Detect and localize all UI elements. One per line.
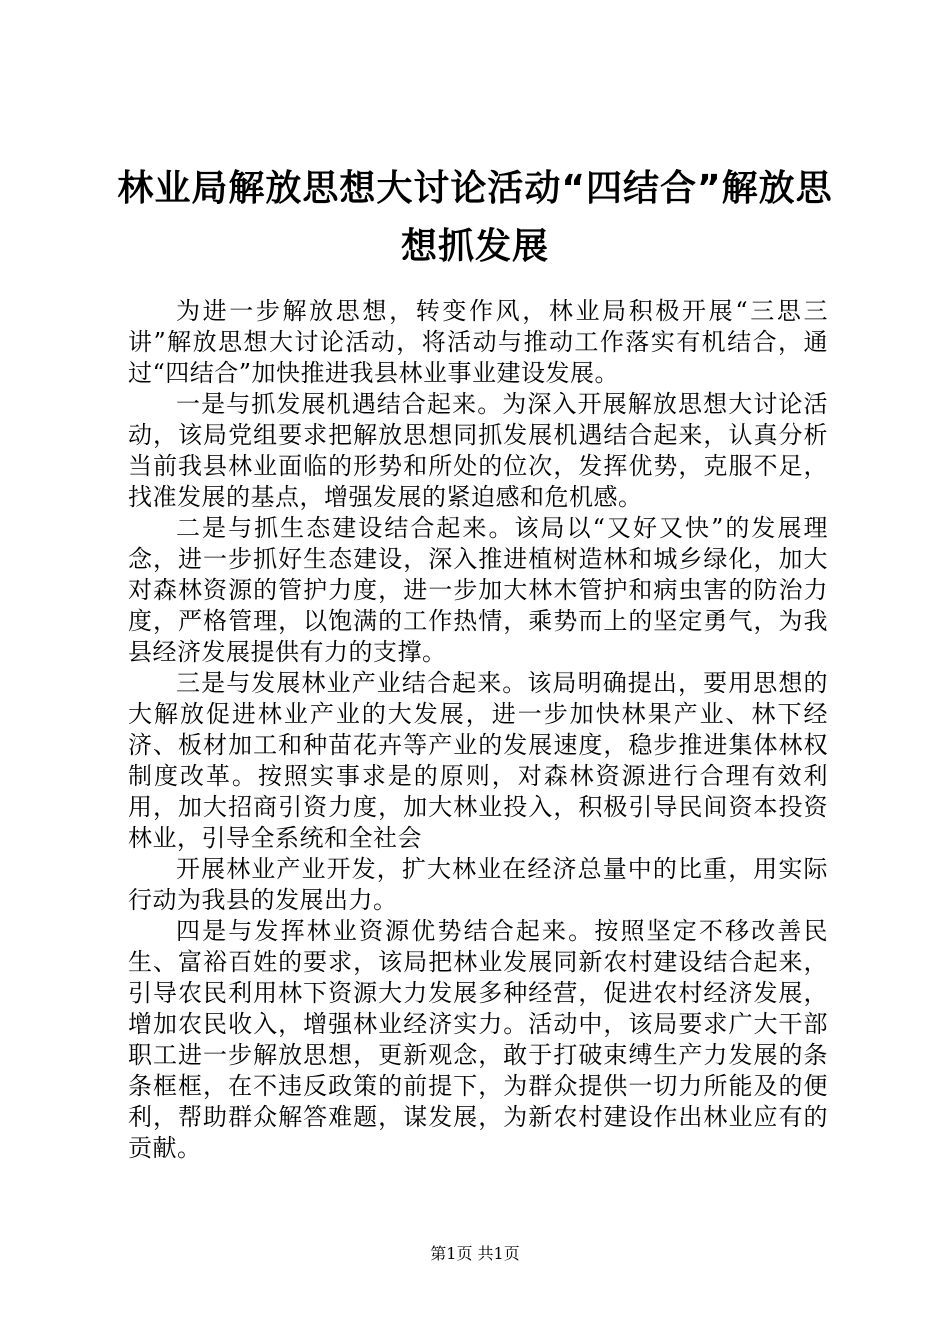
paragraph-point-two: 二是与抓生态建设结合起来。该局以“又好又快”的发展理念，进一步抓好生态建设，深入推进植树造林和城乡绿化，加大对森林资源的管护力度，进一步加大林木管护和病虫害的防治力度，严格管理，以饱满的工作热情，乘势而上的坚定勇气，为我县经济发展提供有力的支撑。 bbox=[128, 514, 828, 666]
document-title: 林业局解放思想大讨论活动“四结合”解放思想抓发展 bbox=[117, 168, 833, 267]
paragraph-point-three: 三是与发展林业产业结合起来。该局明确提出，要用思想的大解放促进林业产业的大发展，进一步加快林果产业、林下经济、板材加工和种苗花卉等产业的发展速度，稳步推进集体林权制度改革。按照实事求是的原则，对森林资源进行合理有效利用，加大招商引资力度，加大林业投入，积极引导民间资本投资林业，引导全系统和全社会 bbox=[128, 669, 828, 852]
paragraph-point-one: 一是与抓发展机遇结合起来。为深入开展解放思想大讨论活动，该局党组要求把解放思想同抓发展机遇结合起来，认真分析当前我县林业面临的形势和所处的位次，发挥优势，克服不足，找准发展的基点，增强发展的紧迫感和危机感。 bbox=[128, 390, 828, 511]
paragraph-point-four: 四是与发挥林业资源优势结合起来。按照坚定不移改善民生、富裕百姓的要求，该局把林业发展同新农村建设结合起来，引导农民利用林下资源大力发展多种经营，促进农村经济发展，增加农民收入，增强林业经济实力。活动中，该局要求广大干部职工进一步解放思想，更新观念，敢于打破束缚生产力发展的条条框框，在不违反政策的前提下，为群众提供一切力所能及的便利，帮助群众解答难题，谋发展，为新农村建设作出林业应有的贡献。 bbox=[128, 917, 828, 1162]
paragraph-point-three-continued: 开展林业产业开发，扩大林业在经济总量中的比重，用实际行动为我县的发展出力。 bbox=[128, 855, 828, 914]
document-body bbox=[128, 296, 828, 1164]
paragraph-intro: 为进一步解放思想，转变作风，林业局积极开展“三思三讲”解放思想大讨论活动，将活动与推动工作落实有机结合，通过“四结合”加快推进我县林业事业建设发展。 bbox=[128, 297, 828, 387]
page-footer: 第1页 共1页 bbox=[430, 1244, 520, 1263]
